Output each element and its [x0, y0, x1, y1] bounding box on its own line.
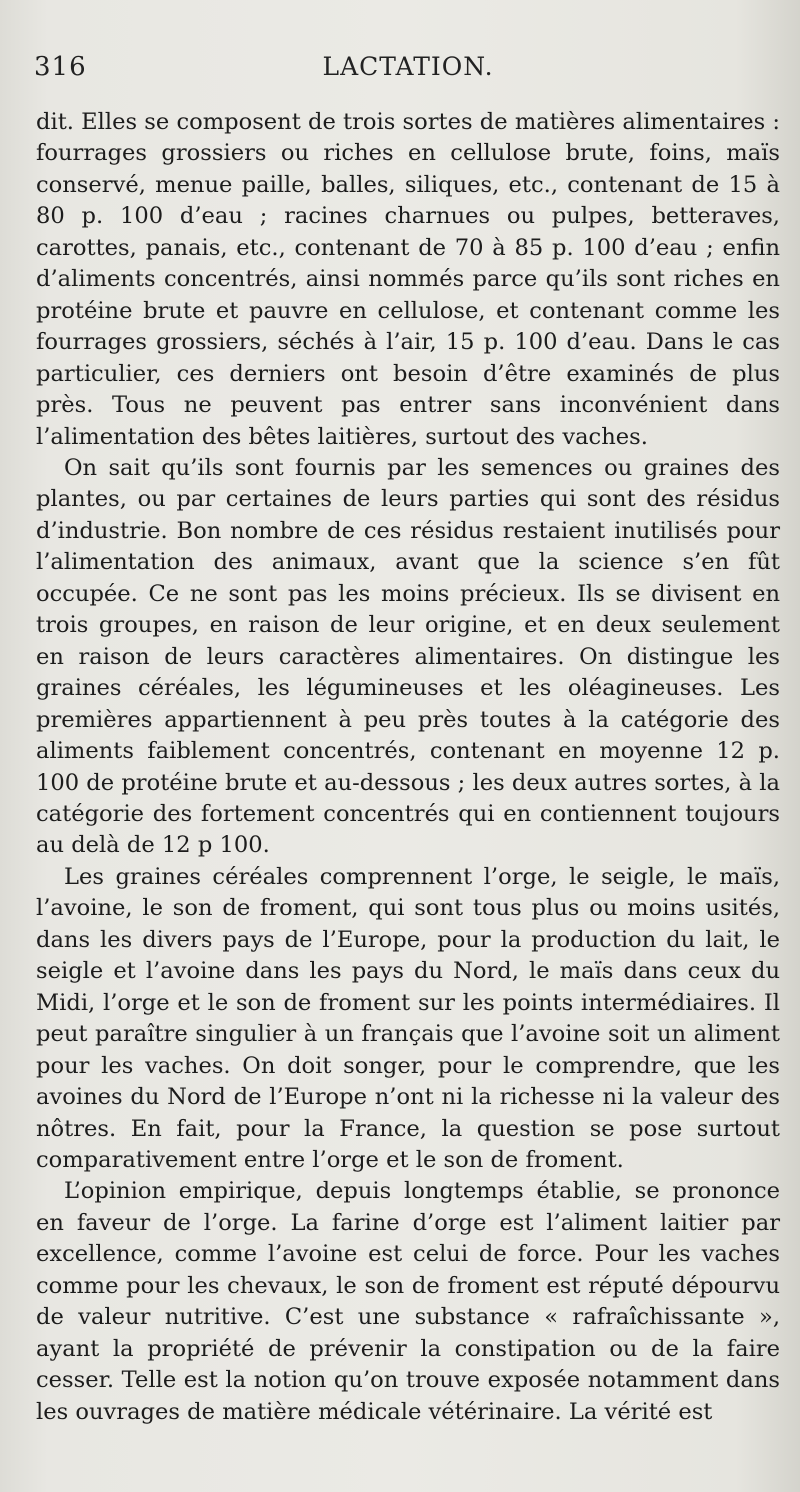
page-header [34, 52, 782, 96]
paragraph-continuation: dit. Elles se composent de trois sortes de matières alimentaires : fourrages grossiers ou riches en cellulose brute, foins, maïs conservé, menue paille, balles, siliques, etc., contenant de 15 à 80 p. 100 d’eau ; racines charnues ou pulpes, betteraves, carottes, panais, etc., contenant de 70 à 85 p. 100 d’eau ; enfin d’aliments concentrés, ainsi nommés parce qu’ils sont riches en protéine brute et pauvre en cellulose, et contenant comme les fourrages grossiers, séchés à l’air, 15 p. 100 d’eau. Dans le cas particulier, ces derniers ont besoin d’être examinés de plus près. Tous ne peuvent pas entrer sans inconvénient dans l’alimentation des bêtes laitières, surtout des vaches. [36, 109, 780, 450]
running-title: LACTATION. [322, 52, 494, 81]
paragraph-concentrated-feeds: On sait qu’ils sont fournis par les semences ou graines des plantes, ou par certaines de leurs parties qui sont des résidus d’industrie. Bon nombre de ces résidus restaient inutilisés pour l’alimentation des animaux, avant que la science s’en fût occupée. Ce ne sont pas les moins précieux. Ils se divisent en trois groupes, en raison de leur origine, et en deux seulement en raison de leurs caractères alimentaires. On distingue les graines céréales, les légumineuses et les oléagineuses. Les premières appartiennent à peu près toutes à la catégorie des aliments faiblement concentrés, contenant en moyenne 12 p. 100 de protéine brute et au-dessous ; les deux autres sortes, à la catégorie des fortement concentrés qui en contiennent toujours au delà de 12 p 100. [36, 454, 780, 859]
paragraph-empirical-opinion: L’opinion empirique, depuis longtemps établie, se prononce en faveur de l’orge. La farine d’orge est l’aliment laitier par excellence, comme l’avoine est celui de force. Pour les vaches comme pour les chevaux, le son de froment est réputé dépourvu de valeur nutritive. C’est une substance « rafraîchissante », ayant la propriété de prévenir la constipation ou de la faire cesser. Telle est la notion qu’on trouve exposée notamment dans les ouvrages de matière médicale vétérinaire. La vérité est [36, 1178, 780, 1425]
page-number: 316 [34, 52, 87, 82]
body-text [36, 107, 780, 1428]
paragraph-cereal-grains: Les graines céréales comprennent l’orge, le seigle, le maïs, l’avoine, le son de froment, qui sont tous plus ou moins usités, dans les divers pays de l’Europe, pour la production du lait, le seigle et l’avoine dans les pays du Nord, le maïs dans ceux du Midi, l’orge et le son de froment sur les points intermédiaires. Il peut paraître singulier à un français que l’avoine soit un aliment pour les vaches. On doit songer, pour le comprendre, que les avoines du Nord de l’Europe n’ont ni la richesse ni la valeur des nôtres. En fait, pour la France, la question se pose surtout comparativement entre l’orge et le son de froment. [36, 863, 780, 1173]
